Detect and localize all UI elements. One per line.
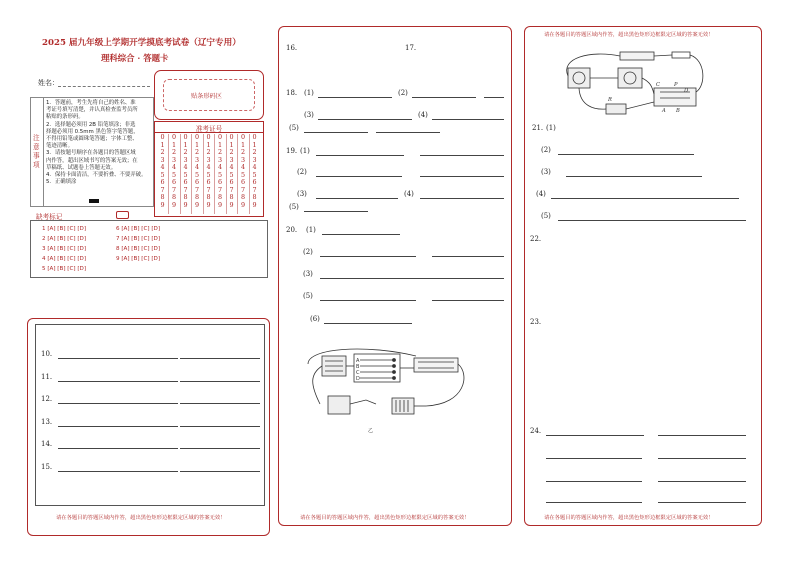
exam-id-digit-bubble[interactable]: 1 (240, 140, 246, 149)
exam-id-label: 准考证号 (195, 125, 223, 133)
exam-id-digit-bubble[interactable]: 2 (240, 148, 246, 156)
answer-line[interactable] (432, 256, 504, 257)
q19-part: (4) (404, 190, 414, 198)
exam-id-digit-bubble[interactable]: 8 (171, 193, 177, 201)
footer-note-middle: 请在各题目的答题区域内作答，超出黑色矩形边框限定区域的答案无效！ (300, 515, 470, 521)
answer-line[interactable] (658, 502, 746, 503)
exam-id-digit-bubble[interactable]: 6 (240, 178, 246, 186)
answer-line[interactable] (180, 426, 260, 427)
answer-line[interactable] (320, 256, 416, 257)
answer-line[interactable] (420, 198, 504, 199)
name-label: 姓名： (38, 79, 59, 87)
mc-question[interactable]: 9 [A] [B] [C] [D] (116, 256, 161, 262)
exam-id-digit-bubble[interactable]: 5 (217, 170, 223, 179)
answer-line[interactable] (551, 198, 739, 199)
exam-id-digit-bubble[interactable]: 9 (183, 200, 188, 209)
exam-id-digit-bubble[interactable]: 2 (206, 148, 211, 156)
mc-question[interactable]: 4 [A] [B] [C] [D] (42, 256, 87, 262)
answer-line[interactable] (180, 403, 260, 404)
exam-id-digit-bubble[interactable]: 8 (183, 193, 188, 201)
figure-label: C (656, 82, 660, 88)
exam-id-digit-bubble[interactable]: 5 (206, 170, 211, 179)
answer-line[interactable] (304, 132, 368, 133)
q18-part: (5) (289, 124, 299, 132)
battery (392, 398, 414, 414)
exam-id-digit-bubble[interactable]: 0 (252, 133, 257, 141)
note-line: 不得用铅笔或圆珠笔答题；字体工整、 (46, 136, 138, 143)
exam-id-digit-bubble[interactable]: 5 (229, 170, 234, 179)
exam-id-digit-bubble[interactable]: 4 (171, 163, 177, 171)
q20-part: (3) (303, 270, 313, 278)
answer-line[interactable] (316, 155, 404, 156)
q21-part: (4) (536, 190, 546, 198)
switch-label: D (356, 376, 360, 382)
header-note-right: 请在各题目的答题区域内作答，超出黑色矩形边框限定区域的答案无效！ (544, 32, 714, 38)
q23-label: 23. (530, 318, 542, 326)
exam-id-digit-bubble[interactable]: 1 (183, 140, 188, 149)
exam-id-digit-bubble[interactable]: 6 (171, 178, 177, 186)
q18-label: 18. (286, 89, 298, 97)
q18-part: (3) (304, 111, 314, 119)
answer-line[interactable] (376, 132, 440, 133)
note-line: 考证号填写清楚，并认真检查监考员所 (46, 107, 138, 114)
q24-label: 24. (530, 427, 542, 435)
middle-panel (278, 26, 512, 526)
exam-id-digit-bubble[interactable]: 7 (206, 185, 211, 194)
exam-id-digit-bubble[interactable]: 7 (183, 185, 188, 194)
mc-question[interactable]: 6 [A] [B] [C] [D] (116, 226, 161, 232)
exam-id-digit-bubble[interactable]: 7 (240, 185, 246, 194)
exam-id-digit-bubble[interactable]: 3 (217, 155, 223, 164)
exam-id-digit-bubble[interactable]: 7 (160, 185, 165, 194)
notes-title: 注意事项 (33, 134, 40, 169)
answer-line[interactable] (432, 119, 504, 120)
exam-id-digit-bubble[interactable]: 2 (194, 148, 200, 156)
answer-line[interactable] (546, 435, 644, 436)
exam-id-digit-bubble[interactable]: 6 (252, 178, 257, 186)
q21-label: 21. (532, 124, 544, 132)
meter (328, 396, 350, 414)
voltmeter (618, 68, 642, 88)
answer-line[interactable] (318, 97, 392, 98)
answer-line[interactable] (58, 448, 178, 449)
note-line: 3．请按题号顺序在各题目的答题区域 (46, 150, 136, 157)
page-title: 2025 届九年级上学期开学摸底考试卷（辽宁专用） (42, 38, 241, 48)
answer-line[interactable] (318, 119, 412, 120)
exam-id-digit-bubble[interactable]: 2 (171, 148, 177, 156)
switch-label: B (356, 364, 360, 370)
figure-label: R (608, 97, 612, 103)
answer-line[interactable] (322, 234, 400, 235)
note-line: 择题必须用 0.5mm 黑色签字笔答题， (46, 128, 139, 135)
exam-id-digit-bubble[interactable]: 2 (160, 148, 165, 156)
exam-id-digit-bubble[interactable]: 9 (229, 200, 234, 209)
exam-id-digit-bubble[interactable]: 1 (194, 140, 200, 149)
page-subtitle: 理科综合 · 答题卡 (101, 53, 169, 63)
exam-id-digit-bubble[interactable]: 6 (206, 178, 211, 186)
exam-id-digit-bubble[interactable]: 4 (183, 163, 188, 171)
exam-id-digit-bubble[interactable]: 0 (240, 133, 246, 141)
q20-part: (6) (310, 315, 320, 323)
q19-label: 19. (286, 147, 298, 155)
exam-id-digit-bubble[interactable]: 1 (252, 140, 257, 149)
circuit-figure (306, 344, 472, 444)
q19-part: (1) (300, 147, 310, 155)
exam-id-digit-bubble[interactable]: 7 (252, 185, 257, 194)
exam-id-digit-bubble[interactable]: 2 (229, 148, 234, 156)
answer-line[interactable] (658, 481, 746, 482)
answer-line[interactable] (420, 176, 504, 177)
answer-line[interactable] (180, 448, 260, 449)
answer-line[interactable] (320, 278, 504, 279)
answer-line[interactable] (412, 97, 476, 98)
exam-id-digit-bubble[interactable]: 9 (171, 200, 177, 209)
answer-line[interactable] (658, 458, 746, 459)
figure-label: 乙 (368, 428, 374, 434)
exam-id-digit-bubble[interactable]: 7 (171, 185, 177, 194)
answer-line[interactable] (58, 381, 178, 382)
ammeter (568, 68, 590, 88)
answer-line[interactable] (180, 358, 260, 359)
exam-id-digit-bubble[interactable]: 3 (183, 155, 188, 164)
exam-id-digit-bubble[interactable]: 1 (229, 140, 234, 149)
q21-part: (1) (546, 124, 556, 132)
exam-id-digit-bubble[interactable]: 3 (229, 155, 234, 164)
exam-id-digit-bubble[interactable]: 3 (171, 155, 177, 164)
footer-note-left: 请在各题目的答题区域内作答，超出黑色矩形边框限定区域的答案无效！ (56, 515, 226, 521)
figure-label: A (662, 108, 666, 114)
q18-part: (1) (304, 89, 314, 97)
answer-line[interactable] (558, 154, 694, 155)
fill-in-panel (27, 318, 270, 536)
mc-question[interactable]: 1 [A] [B] [C] [D] (42, 226, 87, 232)
exam-id-digit-bubble[interactable]: 3 (194, 155, 200, 164)
exam-id-digit-bubble[interactable]: 6 (183, 178, 188, 186)
answer-line[interactable] (58, 471, 178, 472)
switch-label: C (356, 370, 360, 376)
answer-line[interactable] (316, 198, 398, 199)
answer-line[interactable] (558, 220, 746, 221)
exam-id-digit-bubble[interactable]: 0 (206, 133, 211, 141)
exam-id-digit-bubble[interactable]: 4 (160, 163, 165, 171)
answer-line[interactable] (546, 502, 642, 503)
fill-question-label: 14. (41, 440, 53, 448)
exam-id-digit-bubble[interactable]: 5 (160, 170, 165, 179)
rheostat (414, 358, 458, 372)
mc-question[interactable]: 5 [A] [B] [C] [D] (42, 266, 87, 272)
note-line: 1．答题前，考生先将自己的姓名、准 (46, 100, 136, 106)
exam-id-digit-bubble[interactable]: 0 (229, 133, 234, 141)
exam-id-digit-bubble[interactable]: 5 (194, 170, 200, 179)
exam-id-digit-bubble[interactable]: 9 (217, 200, 223, 209)
exam-id-digit-bubble[interactable]: 6 (160, 178, 165, 186)
answer-line[interactable] (320, 300, 416, 301)
exam-id-digit-bubble[interactable]: 1 (217, 140, 223, 149)
q21-part: (3) (541, 168, 551, 176)
exam-id-digit-bubble[interactable]: 6 (217, 178, 223, 186)
q21-part: (5) (541, 212, 551, 220)
answer-line[interactable] (180, 471, 260, 472)
exam-id-digit-bubble[interactable]: 8 (252, 193, 257, 201)
fill-question-label: 11. (41, 372, 53, 381)
answer-line[interactable] (432, 300, 504, 301)
exam-id-digit-bubble[interactable]: 4 (194, 163, 200, 171)
exam-id-digit-bubble[interactable]: 6 (194, 178, 200, 186)
exam-id-digit-bubble[interactable]: 1 (206, 140, 211, 149)
exam-id-digit-bubble[interactable]: 7 (229, 185, 234, 194)
exam-id-digit-bubble[interactable]: 8 (206, 193, 211, 201)
q20-part: (1) (306, 226, 316, 234)
switch (672, 52, 690, 58)
fill-question-label: 15. (41, 462, 53, 471)
answer-line[interactable] (304, 211, 368, 212)
exam-id-digit-bubble[interactable]: 8 (160, 193, 165, 201)
q18-part: (4) (418, 111, 428, 119)
answer-line[interactable] (58, 403, 178, 404)
note-line: 粘贴的条形码。 (46, 114, 84, 121)
note-line: 5．正确填涂 (46, 179, 77, 186)
note-line: 4．保持卡面清洁，不要折叠、不要弄破。 (46, 172, 147, 179)
figure-label: B (676, 108, 680, 114)
fill-question-label: 13. (41, 417, 53, 426)
q16-label: 16. (286, 44, 298, 52)
exam-id-digit-bubble[interactable]: 5 (183, 170, 188, 179)
lamp-device (654, 88, 696, 106)
answer-line[interactable] (58, 426, 178, 427)
mc-question[interactable]: 8 [A] [B] [C] [D] (116, 246, 161, 252)
exam-id-digit-bubble[interactable]: 8 (194, 193, 200, 201)
exam-id-digit-bubble[interactable]: 5 (171, 170, 177, 179)
exam-id-digit-bubble[interactable]: 9 (206, 200, 211, 209)
absent-label: 缺考标记 (36, 213, 63, 221)
exam-id-digit-bubble[interactable]: 9 (160, 200, 165, 209)
answer-line[interactable] (58, 358, 178, 359)
exam-id-digit-bubble[interactable]: 3 (252, 155, 257, 164)
mc-question[interactable]: 2 [A] [B] [C] [D] (42, 236, 87, 242)
exam-id-digit-bubble[interactable]: 2 (252, 148, 257, 156)
exam-id-digit-bubble[interactable]: 0 (171, 133, 177, 141)
exam-id-digit-bubble[interactable]: 4 (229, 163, 234, 171)
answer-line[interactable] (316, 176, 402, 177)
answer-line[interactable] (546, 481, 642, 482)
exam-id-digit-bubble[interactable]: 3 (160, 155, 165, 164)
footer-note-right: 请在各题目的答题区域内作答，超出黑色矩形边框限定区域的答案无效！ (544, 515, 714, 521)
exam-id-digit-bubble[interactable]: 4 (206, 163, 211, 171)
q20-part: (2) (303, 248, 313, 256)
left-top-panel (27, 26, 270, 301)
q20-label: 20. (286, 226, 298, 234)
q19-part: (3) (297, 190, 307, 198)
q20-part: (5) (303, 292, 313, 300)
fill-question-label: 10. (41, 350, 53, 358)
circuit-figure-right (560, 46, 710, 124)
answer-line[interactable] (484, 97, 504, 98)
exam-id-digit-bubble[interactable]: 7 (217, 185, 223, 194)
answer-line[interactable] (546, 458, 642, 459)
answer-line[interactable] (180, 381, 260, 382)
exam-id-digit-bubble[interactable]: 4 (240, 163, 246, 171)
exam-id-digit-bubble[interactable]: 0 (183, 133, 188, 141)
exam-id-digit-bubble[interactable]: 5 (252, 170, 257, 179)
switch-label: A (356, 358, 360, 364)
exam-id-digit-bubble[interactable]: 2 (217, 148, 223, 156)
exam-id-digit-bubble[interactable]: 0 (194, 133, 200, 141)
q17-label: 17. (405, 44, 417, 52)
exam-id-digit-bubble[interactable]: 6 (229, 178, 234, 186)
exam-id-digit-bubble[interactable]: 9 (194, 200, 200, 209)
answer-line[interactable] (658, 435, 746, 436)
note-line: 草稿纸、试题卷上答题无效。 (46, 164, 117, 171)
barcode-label: 贴条形码区 (191, 93, 222, 100)
exam-id-digit-bubble[interactable]: 3 (240, 155, 246, 164)
q22-label: 22. (530, 235, 542, 243)
answer-line[interactable] (566, 176, 702, 177)
resistor (606, 104, 626, 114)
note-line: 笔迹清晰。 (46, 143, 73, 150)
exam-id-digit-bubble[interactable]: 2 (183, 148, 188, 156)
exam-id-digit-bubble[interactable]: 8 (229, 193, 234, 201)
exam-id-digit-bubble[interactable]: 5 (240, 170, 246, 179)
q18-part: (2) (398, 89, 408, 97)
rheostat (620, 52, 654, 60)
exam-id-digit-bubble[interactable]: 0 (217, 133, 223, 141)
fill-in-inner-box (35, 324, 265, 506)
answer-line[interactable] (324, 323, 412, 324)
exam-id-digit-bubble[interactable]: 0 (160, 133, 165, 141)
exam-id-digit-bubble[interactable]: 1 (171, 140, 177, 149)
mc-question[interactable]: 3 [A] [B] [C] [D] (42, 246, 87, 252)
note-line: 内作答，超出区域书写的答案无效；在 (46, 157, 138, 164)
exam-id-digit-bubble[interactable]: 4 (217, 163, 223, 171)
q19-part: (5) (289, 203, 299, 211)
exam-id-digit-bubble[interactable]: 1 (160, 140, 165, 149)
fill-question-label: 12. (41, 395, 53, 403)
note-line: 2．选择题必须用 2B 铅笔填涂；非选 (46, 121, 136, 128)
figure-label: P (674, 82, 678, 88)
exam-id-digit-bubble[interactable]: 3 (206, 155, 211, 164)
q19-part: (2) (297, 168, 307, 176)
exam-id-digit-bubble[interactable]: 9 (252, 200, 257, 209)
exam-id-digit-bubble[interactable]: 8 (217, 193, 223, 201)
exam-id-digit-bubble[interactable]: 4 (252, 163, 257, 171)
answer-line[interactable] (420, 155, 504, 156)
exam-id-digit-bubble[interactable]: 7 (194, 185, 200, 194)
exam-id-digit-bubble[interactable]: 9 (240, 200, 246, 209)
figure-label: D (684, 88, 689, 94)
q21-part: (2) (541, 146, 551, 154)
exam-id-digit-bubble[interactable]: 8 (240, 193, 246, 201)
mc-question[interactable]: 7 [A] [B] [C] [D] (116, 236, 161, 242)
